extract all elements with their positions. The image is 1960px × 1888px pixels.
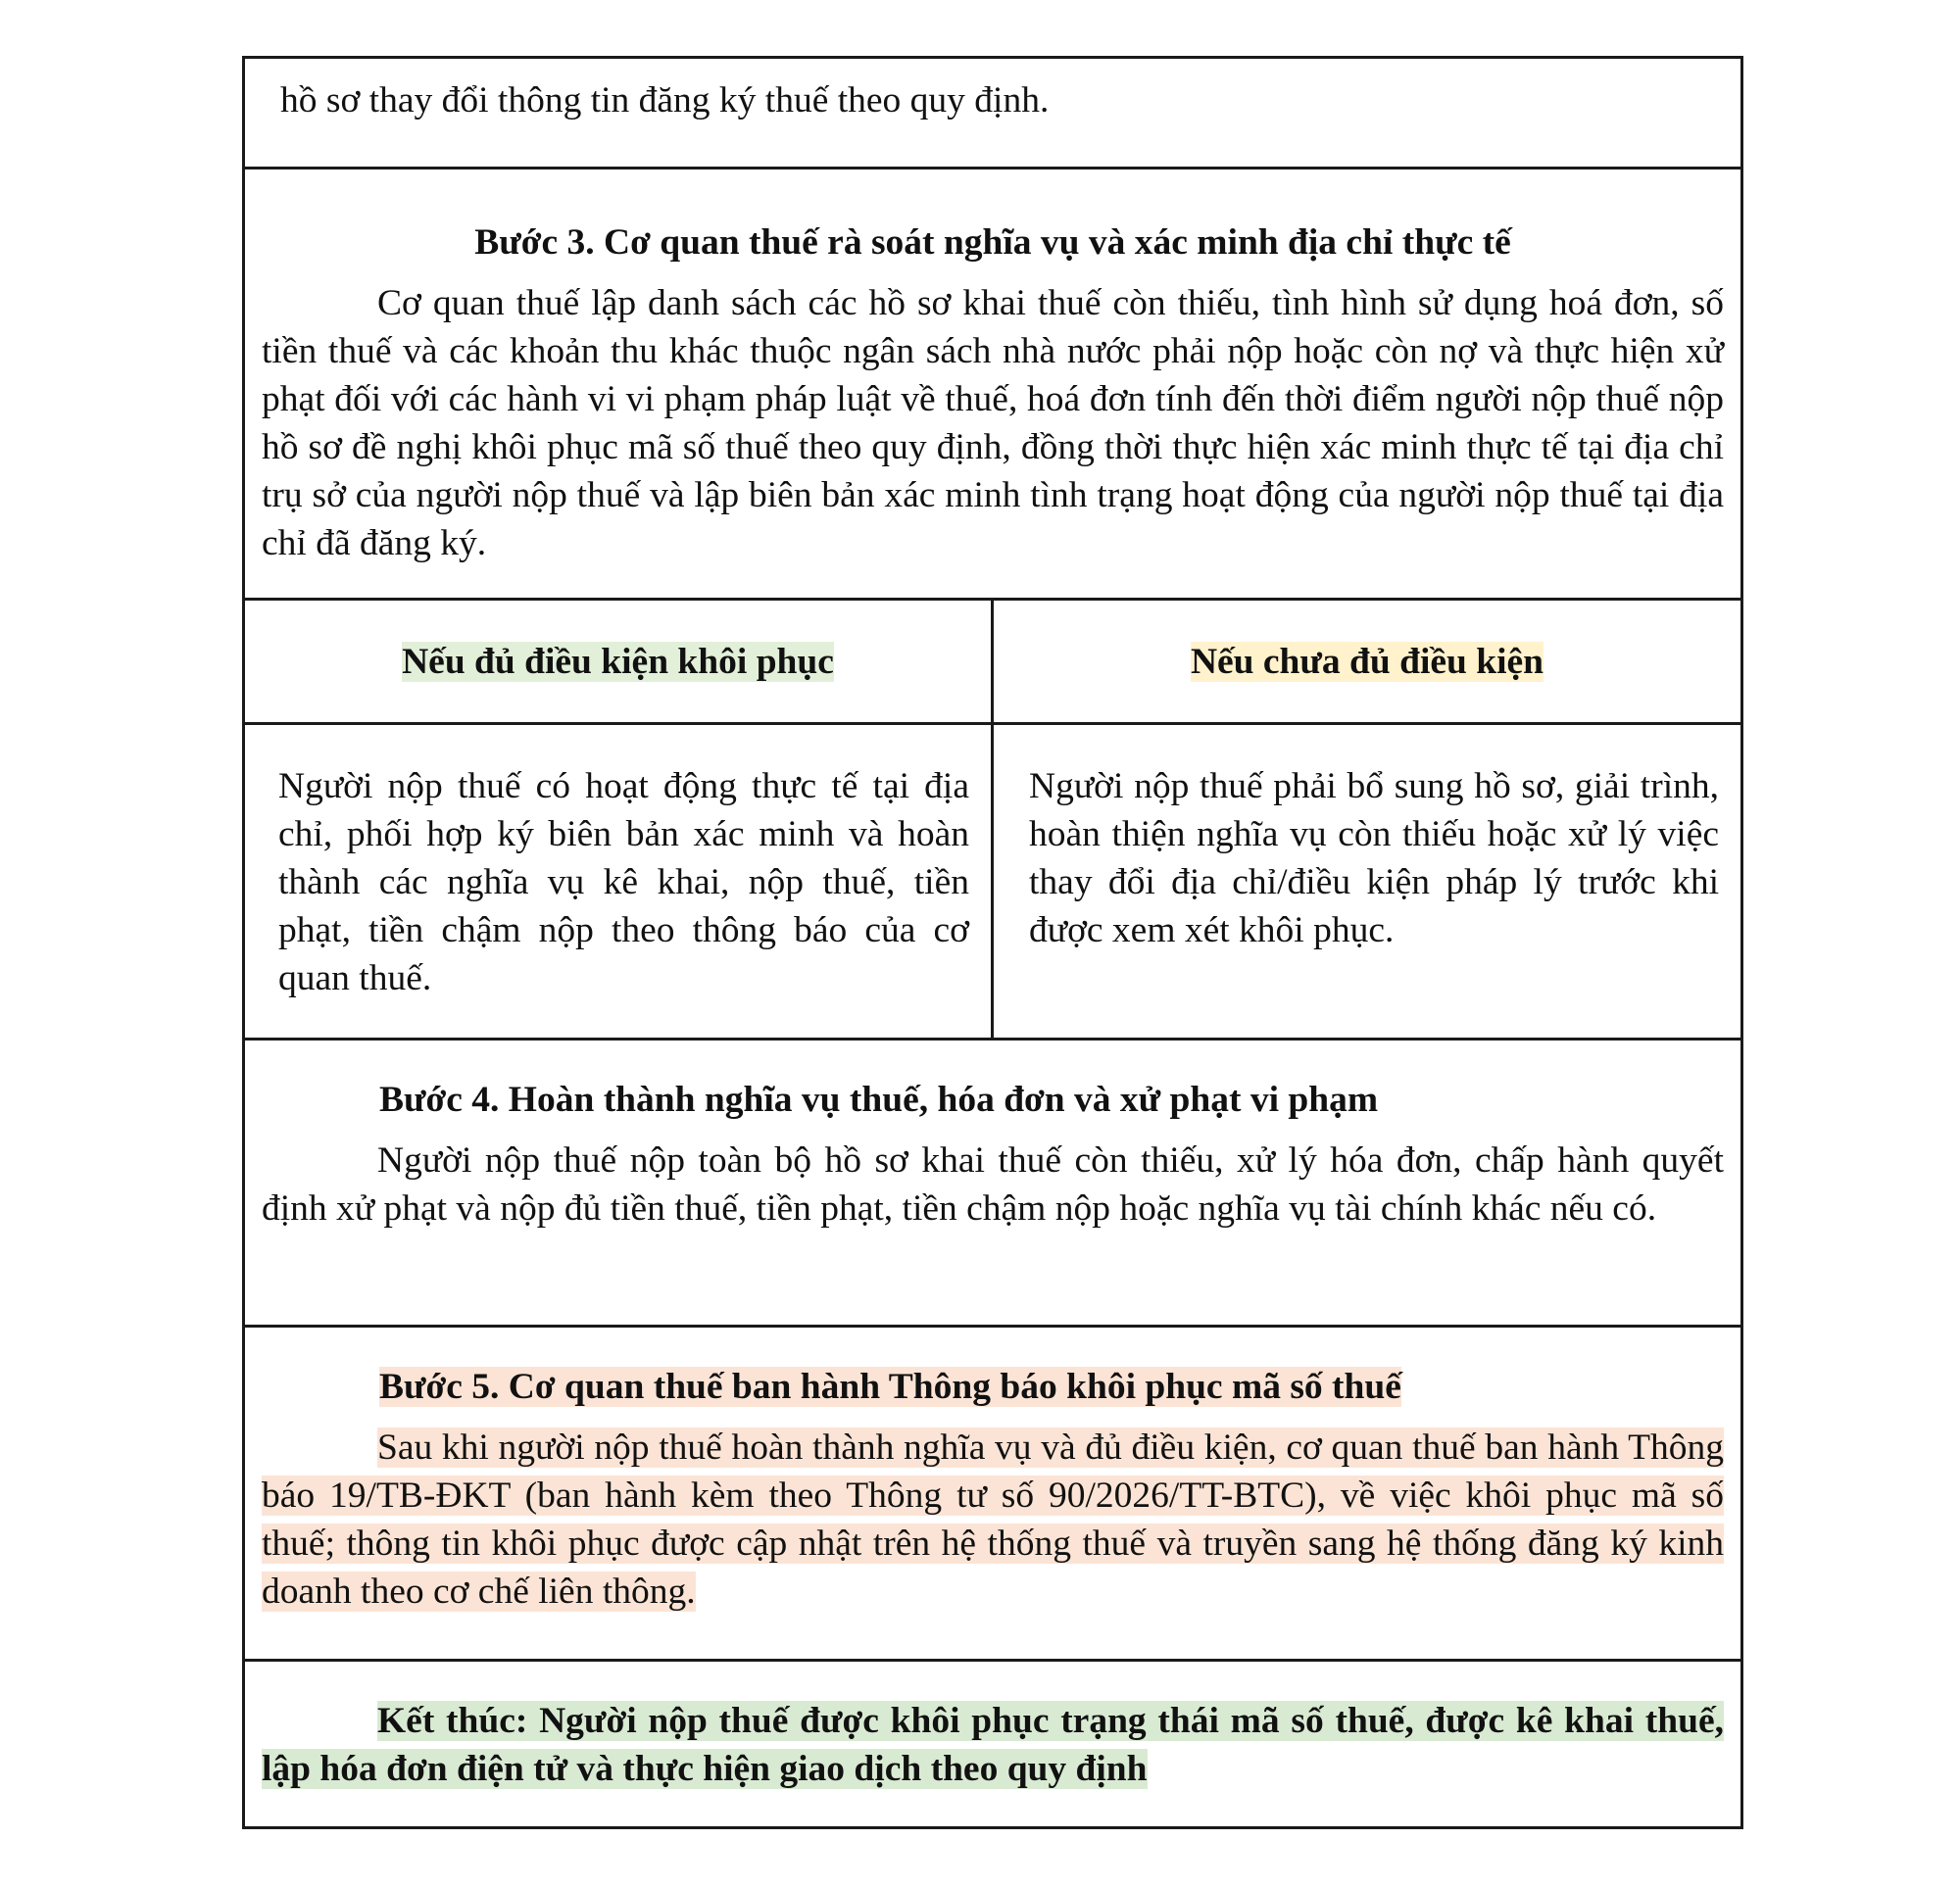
not-eligible-heading-cell	[994, 601, 1740, 722]
not-eligible-detail-cell	[994, 725, 1740, 1038]
branch-detail-row	[245, 725, 1740, 1041]
not-eligible-heading: Nếu chưa đủ điều kiện	[1190, 642, 1544, 682]
eligible-detail-text: Người nộp thuế có hoạt động thực tế tại địa chỉ, phối hợp ký biên bản xác minh và hoàn thành các nghĩa vụ kê khai, nộp thuế, tiền phạt, tiền chậm nộp theo thông báo của cơ quan thuế.	[278, 766, 969, 998]
not-eligible-detail-text: Người nộp thuế phải bổ sung hồ sơ, giải trình, hoàn thiện nghĩa vụ còn thiếu hoặc xử lý việc thay đổi địa chỉ/điều kiện pháp lý trước khi được xem xét khôi phục.	[1029, 766, 1719, 950]
step-3-title: Bước 3. Cơ quan thuế rà soát nghĩa vụ và xác minh địa chỉ thực tế	[474, 222, 1511, 263]
eligible-detail-cell	[245, 725, 994, 1038]
step-3-row	[245, 169, 1740, 601]
step-5-body: Sau khi người nộp thuế hoàn thành nghĩa vụ và đủ điều kiện, cơ quan thuế ban hành Thông báo 19/TB-ĐKT (ban hành kèm theo Thông tư số 90/2026/TT-BTC), về việc khôi phục mã số thuế; thông tin khôi phục được cập nhật trên hệ thống thuế và truyền sang hệ thống đăng ký kinh doanh theo cơ chế liên thông.	[262, 1428, 1724, 1612]
continuation-text: hồ sơ thay đổi thông tin đăng ký thuế theo quy định.	[280, 80, 1050, 121]
page-number-fragment	[984, 0, 994, 4]
procedure-flow-table	[242, 56, 1743, 1829]
end-statement: Kết thúc: Người nộp thuế được khôi phục trạng thái mã số thuế, được kê khai thuế, lập hóa đơn điện tử và thực hiện giao dịch theo quy định	[262, 1701, 1724, 1789]
continuation-row	[245, 59, 1740, 169]
branch-heading-row	[245, 601, 1740, 725]
eligible-heading: Nếu đủ điều kiện khôi phục	[402, 642, 834, 682]
step-5-title: Bước 5. Cơ quan thuế ban hành Thông báo khôi phục mã số thuế	[379, 1367, 1401, 1407]
end-row	[245, 1662, 1740, 1826]
step-4-row	[245, 1041, 1740, 1328]
step-5-row	[245, 1328, 1740, 1662]
step-4-body: Người nộp thuế nộp toàn bộ hồ sơ khai thuế còn thiếu, xử lý hóa đơn, chấp hành quyết định xử phạt và nộp đủ tiền thuế, tiền phạt, tiền chậm nộp hoặc nghĩa vụ tài chính khác nếu có.	[262, 1140, 1724, 1229]
step-4-title: Bước 4. Hoàn thành nghĩa vụ thuế, hóa đơn và xử phạt vi phạm	[379, 1080, 1379, 1120]
step-3-body: Cơ quan thuế lập danh sách các hồ sơ khai thuế còn thiếu, tình hình sử dụng hoá đơn, số tiền thuế và các khoản thu khác thuộc ngân sách nhà nước phải nộp hoặc còn nợ và thực hiện xử phạt đối với các hành vi vi phạm pháp luật về thuế, hoá đơn tính đến thời điểm người nộp thuế nộp hồ sơ đề nghị khôi phục mã số thuế theo quy định, đồng thời thực hiện xác minh thực tế tại địa chỉ trụ sở của người nộp thuế và lập biên bản xác minh tình trạng hoạt động của người nộp thuế tại địa chỉ đã đăng ký.	[262, 283, 1724, 563]
eligible-heading-cell	[245, 601, 994, 722]
